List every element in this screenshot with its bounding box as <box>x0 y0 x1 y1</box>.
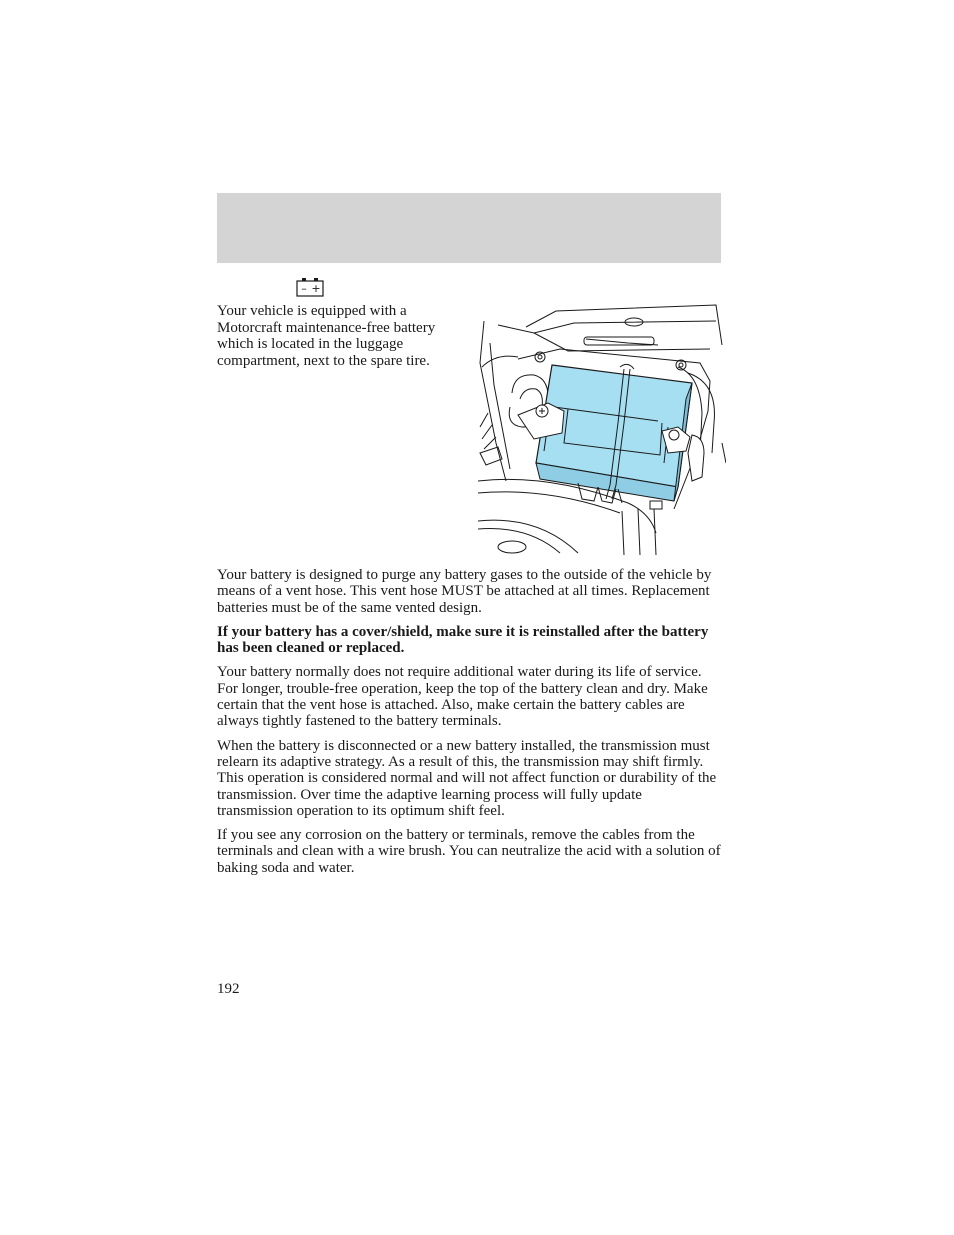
battery-in-luggage-compartment-illustration <box>478 303 726 555</box>
paragraph-vent-hose: Your battery is designed to purge any battery gases to the outside of the vehicle by means of a vent hose. This vent hose MUST be attached at all times. Replacement batteries must be of the same vented design. <box>217 567 712 616</box>
battery-minus-sign: – <box>301 282 307 295</box>
battery-plus-sign: + <box>311 282 321 295</box>
main-body-text <box>217 567 721 884</box>
intro-paragraph: Your vehicle is equipped with a Motorcraft maintenance-free battery which is located in the luggage compartment, next to the spare tire. <box>217 303 436 369</box>
paragraph-transmission-relearn: When the battery is disconnected or a new battery installed, the transmission must relearn its adaptive strategy. As a result of this, the transmission may shift firmly. This operation is considered normal and will not affect function or durability of the transmission. Over time the adaptive learning process will fully update transmission operation to its optimum shift feel. <box>217 737 717 819</box>
paragraph-cover-shield-warning: If your battery has a cover/shield, make sure it is reinstalled after the battery has been cleaned or replaced. <box>217 623 709 657</box>
section-header-band <box>217 193 721 263</box>
paragraph-corrosion: If you see any corrosion on the battery or terminals, remove the cables from the terminals and clean with a wire brush. You can neutralize the acid with a solution of baking soda and water. <box>217 827 721 876</box>
paragraph-maintenance: Your battery normally does not require additional water during its life of service. For longer, trouble-free operation, keep the top of the battery clean and dry. Make certain that the vent hose is attached. Also, make certain the battery cables are always tightly fastened to the battery terminals. <box>217 664 708 730</box>
battery-icon <box>296 277 324 297</box>
page-number: 192 <box>217 981 240 997</box>
